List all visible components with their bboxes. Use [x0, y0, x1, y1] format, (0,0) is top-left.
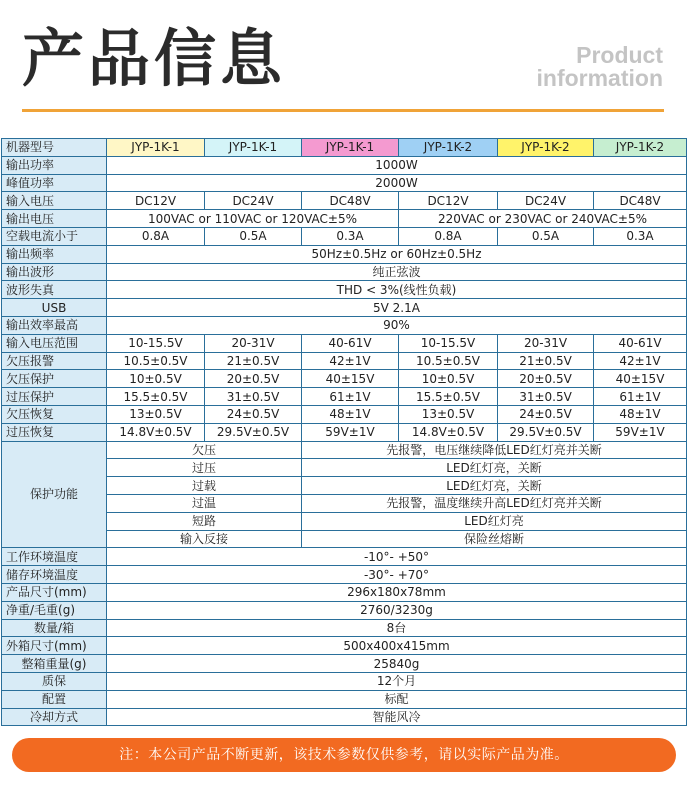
table-row [2, 210, 687, 228]
value-cell: 1000W [107, 156, 687, 174]
row-label: 过压恢复 [2, 423, 107, 441]
value-cell: 10±0.5V [107, 370, 205, 388]
protection-item: 过温 [107, 494, 302, 512]
table-row [2, 174, 687, 192]
row-label: 工作环境温度 [2, 548, 107, 566]
table-row [2, 316, 687, 334]
table-row [2, 548, 687, 566]
table-row [2, 637, 687, 655]
value-cell: 31±0.5V [498, 388, 594, 406]
protection-desc: 先报警，电压继续降低LED红灯亮并关断 [302, 441, 687, 459]
value-cell: 61±1V [302, 388, 399, 406]
protection-desc: LED红灯亮，关断 [302, 459, 687, 477]
row-label: 空载电流小于 [2, 227, 107, 245]
value-cell: 24±0.5V [498, 405, 594, 423]
value-cell: 5V 2.1A [107, 299, 687, 317]
row-label: 外箱尺寸(mm) [2, 637, 107, 655]
table-row-protection [2, 441, 687, 459]
row-label: 整箱重量(g) [2, 655, 107, 673]
value-cell: 29.5V±0.5V [498, 423, 594, 441]
value-cell: DC12V [399, 192, 498, 210]
value-cell: 48±1V [594, 405, 687, 423]
row-label: 输出频率 [2, 245, 107, 263]
value-cell: 31±0.5V [205, 388, 302, 406]
row-label: 净重/毛重(g) [2, 601, 107, 619]
protection-desc: LED红灯亮 [302, 512, 687, 530]
row-label: USB [2, 299, 107, 317]
value-cell: 42±1V [302, 352, 399, 370]
value-cell: 15.5±0.5V [107, 388, 205, 406]
row-label: 输出电压 [2, 210, 107, 228]
row-label: 数量/箱 [2, 619, 107, 637]
table-row [2, 156, 687, 174]
spec-table [1, 138, 687, 726]
table-row [2, 388, 687, 406]
value-cell: 61±1V [594, 388, 687, 406]
english-subtitle [537, 44, 664, 90]
value-cell: 2760/3230g [107, 601, 687, 619]
table-row [2, 245, 687, 263]
value-cell: 智能风冷 [107, 708, 687, 726]
table-row [2, 655, 687, 673]
row-label: 过压保护 [2, 388, 107, 406]
value-cell: 40-61V [594, 334, 687, 352]
value-cell: 20-31V [498, 334, 594, 352]
table-row [2, 566, 687, 584]
value-cell: 10-15.5V [107, 334, 205, 352]
protection-item: 输入反接 [107, 530, 302, 548]
model-cell: JYP-1K-2 [498, 139, 594, 157]
value-cell: 20±0.5V [498, 370, 594, 388]
row-label: 输入电压 [2, 192, 107, 210]
value-cell: 40±15V [594, 370, 687, 388]
value-cell: 40-61V [302, 334, 399, 352]
value-cell: DC12V [107, 192, 205, 210]
value-cell: 0.8A [107, 227, 205, 245]
table-row [2, 299, 687, 317]
table-row [2, 352, 687, 370]
subtitle-line-2: information [536, 65, 663, 91]
protection-label: 保护功能 [2, 441, 107, 548]
value-cell: 21±0.5V [205, 352, 302, 370]
value-cell: 10.5±0.5V [399, 352, 498, 370]
row-label: 配置 [2, 690, 107, 708]
table-row [2, 334, 687, 352]
value-cell: 12个月 [107, 672, 687, 690]
protection-desc: 先报警，温度继续升高LED红灯亮并关断 [302, 494, 687, 512]
row-label: 输出功率 [2, 156, 107, 174]
row-label: 欠压报警 [2, 352, 107, 370]
value-cell: 20±0.5V [205, 370, 302, 388]
value-cell: 21±0.5V [498, 352, 594, 370]
table-row-model [2, 139, 687, 157]
value-cell: 500x400x415mm [107, 637, 687, 655]
value-cell: 14.8V±0.5V [107, 423, 205, 441]
value-cell: 标配 [107, 690, 687, 708]
protection-item: 过载 [107, 477, 302, 495]
row-label: 质保 [2, 672, 107, 690]
value-cell: 90% [107, 316, 687, 334]
value-cell: 13±0.5V [399, 405, 498, 423]
protection-item: 过压 [107, 459, 302, 477]
table-row [2, 672, 687, 690]
value-cell: 0.5A [205, 227, 302, 245]
row-label: 欠压恢复 [2, 405, 107, 423]
table-row [2, 708, 687, 726]
value-cell: THD < 3%(线性负载) [107, 281, 687, 299]
row-label: 输入电压范围 [2, 334, 107, 352]
row-label: 输出效率最高 [2, 316, 107, 334]
row-label: 欠压保护 [2, 370, 107, 388]
value-cell: 14.8V±0.5V [399, 423, 498, 441]
value-cell: 2000W [107, 174, 687, 192]
value-cell: 0.5A [498, 227, 594, 245]
value-cell: 100VAC or 110VAC or 120VAC±5% [107, 210, 399, 228]
table-row [2, 583, 687, 601]
table-row [2, 281, 687, 299]
value-cell: 13±0.5V [107, 405, 205, 423]
value-cell: -30°- +70° [107, 566, 687, 584]
page-header [0, 0, 687, 130]
row-label: 产品尺寸(mm) [2, 583, 107, 601]
table-row [2, 192, 687, 210]
value-cell: DC24V [205, 192, 302, 210]
value-cell: 0.3A [594, 227, 687, 245]
value-cell: 40±15V [302, 370, 399, 388]
value-cell: 50Hz±0.5Hz or 60Hz±0.5Hz [107, 245, 687, 263]
table-row [2, 601, 687, 619]
row-label: 储存环境温度 [2, 566, 107, 584]
value-cell: -10°- +50° [107, 548, 687, 566]
table-row [2, 370, 687, 388]
row-label: 机器型号 [2, 139, 107, 157]
value-cell: 15.5±0.5V [399, 388, 498, 406]
row-label: 波形失真 [2, 281, 107, 299]
page-title: 产品信息 [22, 22, 287, 95]
value-cell: 纯正弦波 [107, 263, 687, 281]
model-cell: JYP-1K-1 [302, 139, 399, 157]
table-row [2, 263, 687, 281]
model-cell: JYP-1K-1 [107, 139, 205, 157]
table-row [2, 227, 687, 245]
value-cell: 296x180x78mm [107, 583, 687, 601]
protection-desc: LED红灯亮，关断 [302, 477, 687, 495]
header-divider [22, 109, 664, 112]
model-cell: JYP-1K-2 [594, 139, 687, 157]
value-cell: 42±1V [594, 352, 687, 370]
protection-desc: 保险丝熔断 [302, 530, 687, 548]
model-cell: JYP-1K-1 [205, 139, 302, 157]
value-cell: 10.5±0.5V [107, 352, 205, 370]
table-row [2, 405, 687, 423]
value-cell: 10±0.5V [399, 370, 498, 388]
table-row [2, 690, 687, 708]
value-cell: DC48V [302, 192, 399, 210]
value-cell: 220VAC or 230VAC or 240VAC±5% [399, 210, 687, 228]
row-label: 输出波形 [2, 263, 107, 281]
value-cell: 0.3A [302, 227, 399, 245]
value-cell: 48±1V [302, 405, 399, 423]
value-cell: 25840g [107, 655, 687, 673]
subtitle-line-1: Product [576, 42, 663, 68]
protection-item: 短路 [107, 512, 302, 530]
value-cell: 10-15.5V [399, 334, 498, 352]
disclaimer-banner: 注：本公司产品不断更新，该技术参数仅供参考，请以实际产品为准。 [12, 738, 676, 772]
value-cell: 59V±1V [302, 423, 399, 441]
value-cell: DC48V [594, 192, 687, 210]
table-row [2, 619, 687, 637]
protection-item: 欠压 [107, 441, 302, 459]
row-label: 冷却方式 [2, 708, 107, 726]
value-cell: DC24V [498, 192, 594, 210]
row-label: 峰值功率 [2, 174, 107, 192]
value-cell: 59V±1V [594, 423, 687, 441]
value-cell: 29.5V±0.5V [205, 423, 302, 441]
model-cell: JYP-1K-2 [399, 139, 498, 157]
value-cell: 24±0.5V [205, 405, 302, 423]
value-cell: 8台 [107, 619, 687, 637]
value-cell: 20-31V [205, 334, 302, 352]
table-row [2, 423, 687, 441]
value-cell: 0.8A [399, 227, 498, 245]
